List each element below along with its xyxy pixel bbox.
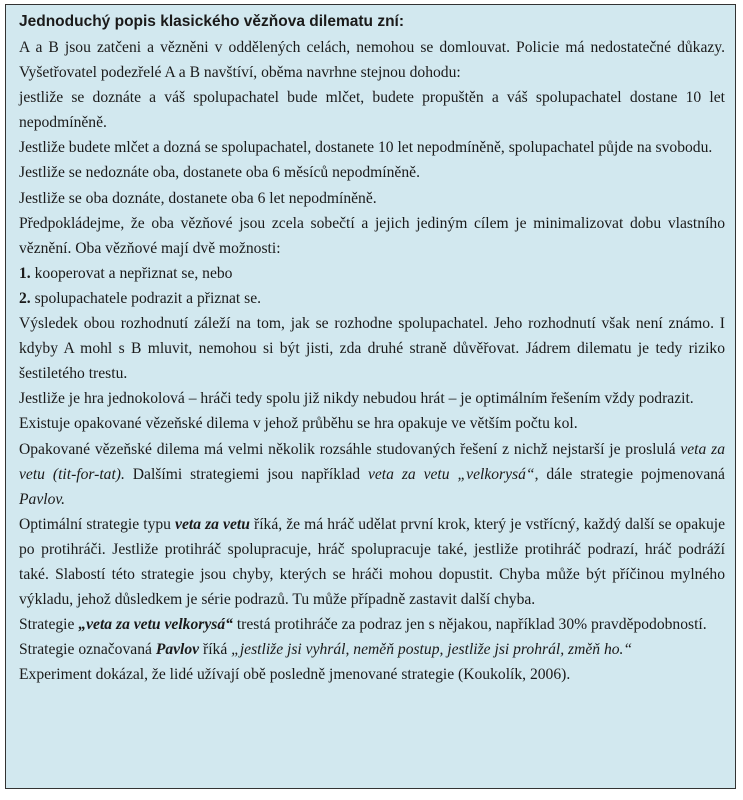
paragraph xyxy=(19,386,725,411)
text-segment: spolupachatele podrazit a přiznat se. xyxy=(30,289,262,307)
paragraph xyxy=(19,261,725,286)
paragraph xyxy=(19,637,725,662)
text-segment: říká xyxy=(199,641,232,659)
text-segment: Existuje opakované vězeňské dilema v jehož průběhu se hra opakuje ve větším počtu kol. xyxy=(19,415,578,433)
text-segment: kooperovat a nepřiznat se, nebo xyxy=(30,264,233,282)
text-segment: „veta za vetu velkorysá“ xyxy=(78,616,233,634)
text-segment: A a B jsou zatčeni a vězněni v oddělených celách, nemohou se domlouvat. Policie má nedostatečné důkazy. Vyšetřovatel podezřelé A a B navštíví, oběma navrhne stejnou dohodu: xyxy=(19,39,725,82)
paragraph xyxy=(19,135,725,160)
box-title: Jednoduchý popis klasického vězňova dilematu zní: xyxy=(19,13,405,30)
text-segment: veta za vetu (tit-for-tat). xyxy=(19,440,725,483)
paragraph xyxy=(19,411,725,436)
text-segment: Optimální strategie typu xyxy=(19,515,176,533)
text-segment: „jestliže jsi vyhrál, neměň postup, jestliže jsi prohrál, změň ho.“ xyxy=(231,641,633,659)
paragraph xyxy=(19,160,725,185)
text-segment: veta za vetu „velkorysá“ xyxy=(367,465,535,483)
paragraph xyxy=(19,85,725,135)
paragraph xyxy=(19,286,725,311)
text-segment: Dalšími strategiemi jsou například xyxy=(124,465,368,483)
paragraph xyxy=(19,662,725,687)
paragraph xyxy=(19,512,725,612)
text-segment: 2. xyxy=(19,289,31,307)
text-segment: Pavlov. xyxy=(19,490,66,508)
text-segment: Výsledek obou rozhodnutí záleží na tom, jak se rozhodne spolupachatel. Jeho rozhodnutí však není známo. I kdyby A mohl s B mluvit, nemohou si být jisti, zda druhé straně důvěřovat. Jádrem dilematu je tedy riziko šestiletého trestu. xyxy=(19,315,725,383)
paragraph xyxy=(19,35,725,85)
text-segment: 1. xyxy=(19,264,31,282)
text-segment: trestá protihráče za podraz jen s nějakou, například 30% pravděpodobností. xyxy=(232,616,707,634)
text-segment: , dále strategie pojmenovaná xyxy=(534,465,725,483)
text-segment: Experiment dokázal, že lidé užívají obě posledně jmenované strategie (Koukolík, 2006). xyxy=(19,666,571,684)
text-segment: říká, že má hráč udělat první krok, který je vstřícný, každý další se opakuje po protihráči. Jestliže protihráč spolupracuje, hráč spolupracuje také, jestliže protihráč podrazí, hráč podráží také. Slabostí této strategie jsou chyby, kterých se hráči mohou dopustit. Chyba může být příčinou mylného výkladu, jehož důsledkem je série podrazů. Tu může případně zastavit další chyba. xyxy=(19,515,725,609)
paragraph xyxy=(19,211,725,261)
text-segment: jestliže se doznáte a váš spolupachatel bude mlčet, budete propuštěn a váš spolupachatel dostane 10 let nepodmíněně. xyxy=(19,89,725,132)
text-segment: Jestliže je hra jednokolová – hráči tedy spolu již nikdy nebudou hrát – je optimálním řešením vždy podrazit. xyxy=(19,390,694,408)
text-segment: Jestliže budete mlčet a dozná se spolupachatel, dostanete 10 let nepodmíněně, spolupachatel půjde na svobodu. xyxy=(19,139,713,157)
text-segment: Pavlov xyxy=(155,641,200,659)
text-segment: Strategie označovaná xyxy=(19,641,156,659)
paragraph-list xyxy=(19,35,725,687)
paragraph xyxy=(19,612,725,637)
paragraph xyxy=(19,311,725,386)
paragraph xyxy=(19,437,725,512)
text-segment: Předpokládejme, že oba vězňové jsou zcela sobečtí a jejich jediným cílem je minimalizovat dobu vlastního věznění. Oba vězňové mají dvě možnosti: xyxy=(19,214,725,257)
text-box xyxy=(5,4,736,789)
text-segment: Jestliže se nedoznáte oba, dostanete oba 6 měsíců nepodmíněně. xyxy=(19,164,420,182)
paragraph xyxy=(19,186,725,211)
text-segment: Opakované vězeňské dilema má velmi několik rozsáhle studovaných řešení z nichž nejstarší je proslulá xyxy=(19,440,681,458)
text-segment: Jestliže se oba doznáte, dostanete oba 6 let nepodmíněně. xyxy=(19,189,377,207)
text-segment: Strategie xyxy=(19,616,79,634)
text-segment: veta za vetu xyxy=(175,515,250,533)
